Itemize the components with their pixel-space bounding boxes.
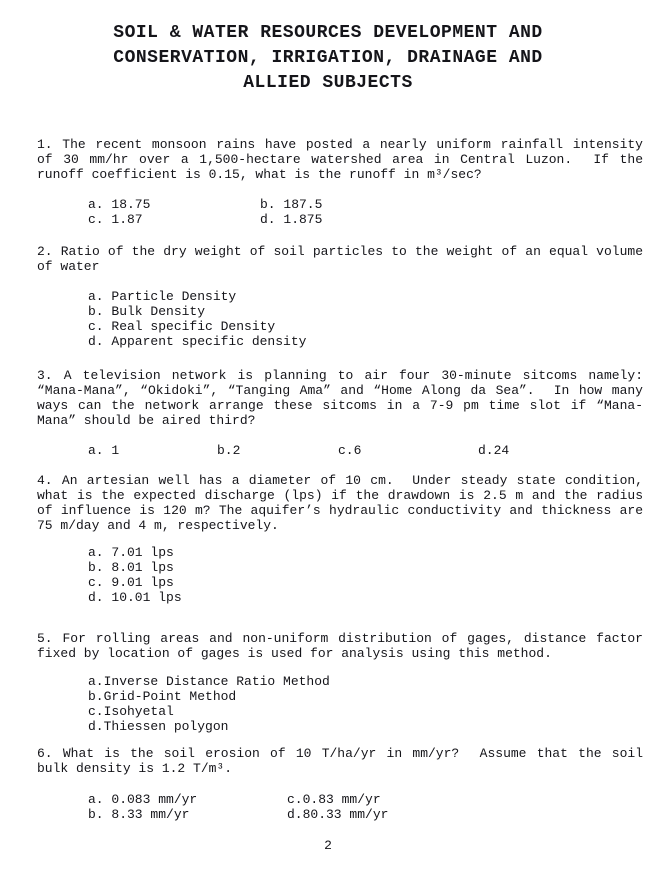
question-4-options bbox=[37, 545, 643, 605]
question-5-options bbox=[37, 674, 643, 734]
question-4-text: 4. An artesian well has a diameter of 10 cm. Under steady state condition, what is the expected discharge (lps) if the drawdown is 2.5 m and the radius of influence is 120 m? The aquifer’s hydraulic conductivity and thickness are 75 m/day and 4 m, respectively. bbox=[37, 473, 643, 533]
option-c: c. 9.01 lps bbox=[88, 575, 174, 590]
option-c: c. Real specific Density bbox=[88, 319, 276, 334]
option-a: a. Particle Density bbox=[88, 289, 237, 304]
question-6-text: 6. What is the soil erosion of 10 T/ha/yr in mm/yr? Assume that the soil bulk density is 1.2 T/m³. bbox=[37, 746, 643, 776]
option-d: d. 10.01 lps bbox=[88, 590, 182, 605]
option-c: c.6 bbox=[338, 443, 362, 458]
option-a: a. 1 bbox=[88, 443, 120, 458]
option-d: d.24 bbox=[478, 443, 510, 458]
question-1 bbox=[37, 137, 643, 227]
question-2 bbox=[37, 244, 643, 349]
question-6 bbox=[37, 746, 643, 822]
title-line-1: SOIL & WATER RESOURCES DEVELOPMENT AND bbox=[113, 23, 543, 43]
option-c: c.Isohyetal bbox=[88, 704, 174, 719]
option-d: d. Apparent specific density bbox=[88, 334, 307, 349]
option-c: c. 1.87 bbox=[88, 212, 143, 227]
option-a: a. 18.75 bbox=[88, 197, 151, 212]
option-d: d.80.33 mm/yr bbox=[287, 807, 389, 822]
option-d: d. 1.875 bbox=[260, 212, 323, 227]
question-3-options bbox=[37, 443, 643, 458]
question-1-text: 1. The recent monsoon rains have posted a nearly uniform rainfall intensity of 30 mm/hr over a 1,500-hectare watershed area in Central Luzon. If the runoff coefficient is 0.15, what is the runoff in m³/sec? bbox=[37, 137, 643, 182]
option-b: b. 187.5 bbox=[260, 197, 323, 212]
page-number: 2 bbox=[324, 838, 332, 853]
question-5 bbox=[37, 631, 643, 734]
question-5-text: 5. For rolling areas and non-uniform distribution of gages, distance factor fixed by location of gages is used for analysis using this method. bbox=[37, 631, 643, 661]
question-4 bbox=[37, 473, 643, 605]
question-2-text: 2. Ratio of the dry weight of soil particles to the weight of an equal volume of water bbox=[37, 244, 643, 274]
option-c: c.0.83 mm/yr bbox=[287, 792, 381, 807]
option-a: a. 0.083 mm/yr bbox=[88, 792, 198, 807]
question-1-options bbox=[37, 197, 643, 227]
question-2-options bbox=[37, 289, 643, 349]
option-d: d.Thiessen polygon bbox=[88, 719, 229, 734]
option-b: b. 8.33 mm/yr bbox=[88, 807, 190, 822]
question-3-text: 3. A television network is planning to air four 30-minute sitcoms namely: “Mana-Mana”, “Okidoki”, “Tanging Ama” and “Home Along da Sea”. In how many ways can the network arrange these sitcoms in a 7-9 pm time slot if “Mana-Mana” should be aired third? bbox=[37, 368, 643, 428]
option-b: b. 8.01 lps bbox=[88, 560, 174, 575]
option-a: a.Inverse Distance Ratio Method bbox=[88, 674, 330, 689]
option-b: b.Grid-Point Method bbox=[88, 689, 237, 704]
option-a: a. 7.01 lps bbox=[88, 545, 174, 560]
title-line-2: CONSERVATION, IRRIGATION, DRAINAGE AND bbox=[113, 48, 543, 68]
question-6-options bbox=[37, 792, 643, 822]
option-b: b.2 bbox=[217, 443, 241, 458]
title-line-3: ALLIED SUBJECTS bbox=[243, 73, 413, 93]
document-title bbox=[13, 21, 643, 96]
option-b: b. Bulk Density bbox=[88, 304, 206, 319]
question-3 bbox=[37, 368, 643, 458]
